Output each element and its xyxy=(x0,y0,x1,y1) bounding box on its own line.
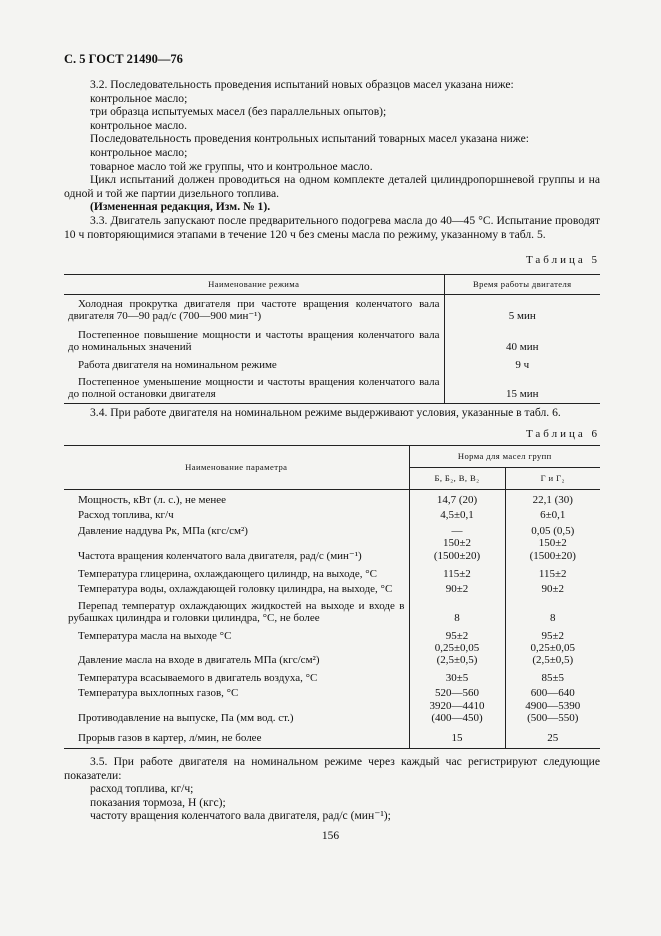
table-row xyxy=(64,725,600,749)
page-header: С. 5 ГОСТ 21490—76 xyxy=(64,52,183,66)
table-row xyxy=(64,625,600,642)
table6-value-group1: 15 xyxy=(409,725,505,749)
table5-time: 9 ч xyxy=(444,354,600,371)
table6-param: Частота вращения коленчатого вала двигателя, рад/с (мин⁻¹) xyxy=(78,549,362,562)
table5-mode: Постепенное уменьшение мощности и частоты вращения коленчатого вала до полной остановки двигателя xyxy=(68,376,440,401)
table6-value-group2: 4900—5390 (500—550) xyxy=(505,700,600,725)
list-item: частоту вращения коленчатого вала двигателя, рад/с (мин⁻¹); xyxy=(90,809,391,823)
table5-time: 15 мин xyxy=(444,371,600,403)
table6-header-group2: Г и Г₂ xyxy=(505,468,600,490)
table6-value-group1: 90±2 xyxy=(409,580,505,595)
table6-param: Расход топлива, кг/ч xyxy=(78,509,174,522)
table6-value-group2: 25 xyxy=(505,725,600,749)
table5-header-time: Время работы двигателя xyxy=(444,275,600,295)
table-row xyxy=(64,562,600,580)
table6-value-group1: 0,25±0,05 (2,5±0,5) xyxy=(409,642,505,667)
table6-value-group1: 8 xyxy=(409,596,505,625)
table6-value-group2: 115±2 xyxy=(505,562,600,580)
paragraph: 3.4. При работе двигателя на номинальном режиме выдерживают условия, указанные в табл. 6. xyxy=(90,406,561,419)
table6-caption: Таблица 6 xyxy=(525,428,600,440)
table6-param: Температура всасываемого в двигатель воздуха, °С xyxy=(78,671,318,684)
list-item: контрольное масло; xyxy=(90,145,188,159)
table-row xyxy=(64,522,600,537)
paragraph-3-3: 3.3. Двигатель запускают после предварительного подогрева масла до 40—45 °С. Испытание проводят 10 ч повторяющимися этапами в течение 120 ч без смены масла по режиму, указанному в табл. 5. xyxy=(64,213,600,241)
table6-value-group1: 4,5±0,1 xyxy=(409,506,505,521)
table6-value-group2: 22,1 (30) xyxy=(505,490,600,507)
table5-time: 40 мин xyxy=(444,323,600,354)
section-3-2 xyxy=(64,78,600,241)
table5-mode: Холодная прокрутка двигателя при частоте вращения коленчатого вала двигателя 70—90 рад/с (700—900 мин⁻¹) xyxy=(68,298,440,323)
section-3-5 xyxy=(64,755,600,823)
table6-header-param: Наименование параметра xyxy=(64,446,409,490)
table-row xyxy=(64,580,600,595)
table-row xyxy=(64,667,600,684)
paragraph: 3.2. Последовательность проведения испытаний новых образцов масел указана ниже: xyxy=(90,78,514,91)
table6-value-group2: 8 xyxy=(505,596,600,625)
table6-value-group2: 600—640 xyxy=(505,684,600,699)
table6-value-group1: 520—560 xyxy=(409,684,505,699)
table5-mode: Постепенное повышение мощности и частоты вращения коленчатого вала до номинальных значений xyxy=(68,328,440,354)
section-3-4 xyxy=(64,406,600,420)
table-row xyxy=(64,537,600,562)
table6-header-norm: Норма для масел групп xyxy=(409,446,600,468)
revision-note: (Измененная редакция, Изм. № 1). xyxy=(90,200,271,214)
list-item: показания тормоза, Н (кгс); xyxy=(90,795,226,809)
table6-value-group1: 150±2 (1500±20) xyxy=(409,537,505,562)
list-item: контрольное масло; xyxy=(90,91,188,105)
table5-time: 5 мин xyxy=(444,295,600,323)
table6-value-group2: 0,05 (0,5) xyxy=(505,522,600,537)
table-row xyxy=(64,642,600,667)
list-item: три образца испытуемых масел (без параллельных опытов); xyxy=(90,105,387,119)
table6-value-group2: 0,25±0,05 (2,5±0,5) xyxy=(505,642,600,667)
table6-body xyxy=(64,490,600,749)
table6-param: Температура воды, охлаждающей головку цилиндра, на выходе, °С xyxy=(78,583,393,596)
table6-value-group1: — xyxy=(409,522,505,537)
page-number: 156 xyxy=(321,830,340,842)
table6-param: Температура выхлопных газов, °С xyxy=(78,687,239,700)
table6-param: Противодавление на выпуске, Па (мм вод. ст.) xyxy=(78,712,294,725)
table6-header-group1: Б, Б₂, В, В₂ xyxy=(409,468,505,490)
table-row xyxy=(64,506,600,521)
table6-value-group2: 150±2 (1500±20) xyxy=(505,537,600,562)
table6-value-group1: 30±5 xyxy=(409,667,505,684)
table6-param: Перепад температур охлаждающих жидкостей на выходе и входе в рубашках цилиндра и головки цилиндра, °С, не более xyxy=(68,599,405,625)
table6-value-group2: 90±2 xyxy=(505,580,600,595)
list-item: товарное масло той же группы, что и контрольное масло. xyxy=(90,159,373,173)
table6-param: Температура масла на выходе °С xyxy=(78,629,232,642)
table6-param: Температура глицерина, охлаждающего цилиндр, на выходе, °С xyxy=(78,568,378,581)
paragraph: Цикл испытаний должен проводиться на одном комплекте деталей цилиндропоршневой группы и на одной и той же партии дизельного топлива. xyxy=(64,173,600,200)
table-row xyxy=(64,596,600,625)
table-row xyxy=(64,354,600,371)
table5-caption: Таблица 5 xyxy=(525,254,600,266)
table6-param: Прорыв газов в картер, л/мин, не более xyxy=(78,731,262,744)
table6-value-group1: 115±2 xyxy=(409,562,505,580)
paragraph: 3.5. При работе двигателя на номинальном режиме через каждый час регистрируют следующие показатели: xyxy=(64,755,600,782)
table-row xyxy=(64,371,600,403)
list-item: контрольное масло. xyxy=(90,118,187,132)
table6 xyxy=(64,445,600,749)
table-row xyxy=(64,490,600,507)
table6-param: Давление масла на входе в двигатель МПа (кгс/см²) xyxy=(78,654,320,667)
table6-value-group2: 95±2 xyxy=(505,625,600,642)
table6-param: Давление наддува Pк, МПа (кгс/см²) xyxy=(78,524,248,537)
table6-value-group2: 6±0,1 xyxy=(505,506,600,521)
table5 xyxy=(64,274,600,404)
table6-value-group1: 3920—4410 (400—450) xyxy=(409,700,505,725)
table6-value-group1: 95±2 xyxy=(409,625,505,642)
list-item: расход топлива, кг/ч; xyxy=(90,782,194,796)
table-row xyxy=(64,684,600,699)
table5-header-mode: Наименование режима xyxy=(208,279,300,290)
table-row xyxy=(64,295,600,323)
paragraph: Последовательность проведения контрольных испытаний товарных масел указана ниже: xyxy=(90,132,529,146)
table-row xyxy=(64,700,600,725)
table6-value-group1: 14,7 (20) xyxy=(409,490,505,507)
table6-param: Мощность, кВт (л. с.), не менее xyxy=(78,494,227,506)
table6-value-group2: 85±5 xyxy=(505,667,600,684)
table5-mode: Работа двигателя на номинальном режиме xyxy=(78,358,277,371)
table-row xyxy=(64,323,600,354)
